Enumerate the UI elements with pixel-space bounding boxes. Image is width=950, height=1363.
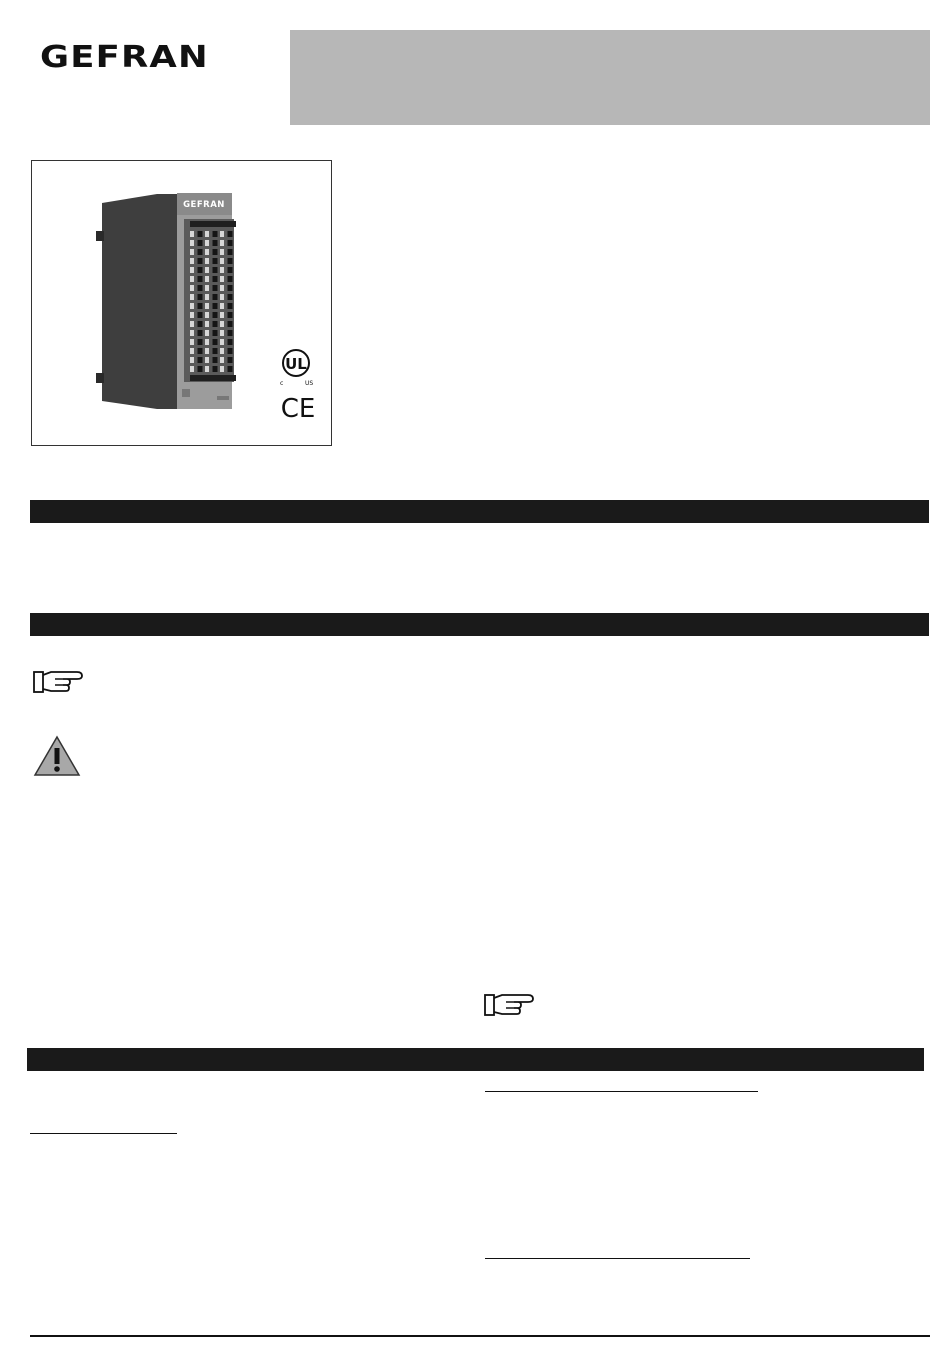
svg-text:US: US <box>305 380 314 387</box>
footer-rule <box>30 1335 930 1337</box>
heading-underline <box>485 1258 750 1259</box>
svg-text:c: c <box>280 380 284 387</box>
product-image-frame <box>31 160 332 446</box>
warning-triangle-icon <box>33 735 81 782</box>
heading-underline <box>485 1091 758 1092</box>
gefran-logo: GEFRAN <box>40 40 209 75</box>
heading-underline <box>30 1133 177 1134</box>
section-bar-1 <box>30 500 929 523</box>
product-image <box>32 161 331 445</box>
section-bar-3 <box>27 1048 924 1071</box>
header-band <box>290 30 930 125</box>
device-brand-label: GEFRAN <box>183 200 225 210</box>
ul-certification-icon <box>280 350 313 387</box>
ce-mark-icon: CE <box>280 394 316 424</box>
pointing-hand-icon <box>33 668 85 701</box>
section-bar-2 <box>30 613 929 636</box>
pointing-hand-icon <box>484 991 536 1024</box>
svg-text:UL: UL <box>285 355 307 373</box>
